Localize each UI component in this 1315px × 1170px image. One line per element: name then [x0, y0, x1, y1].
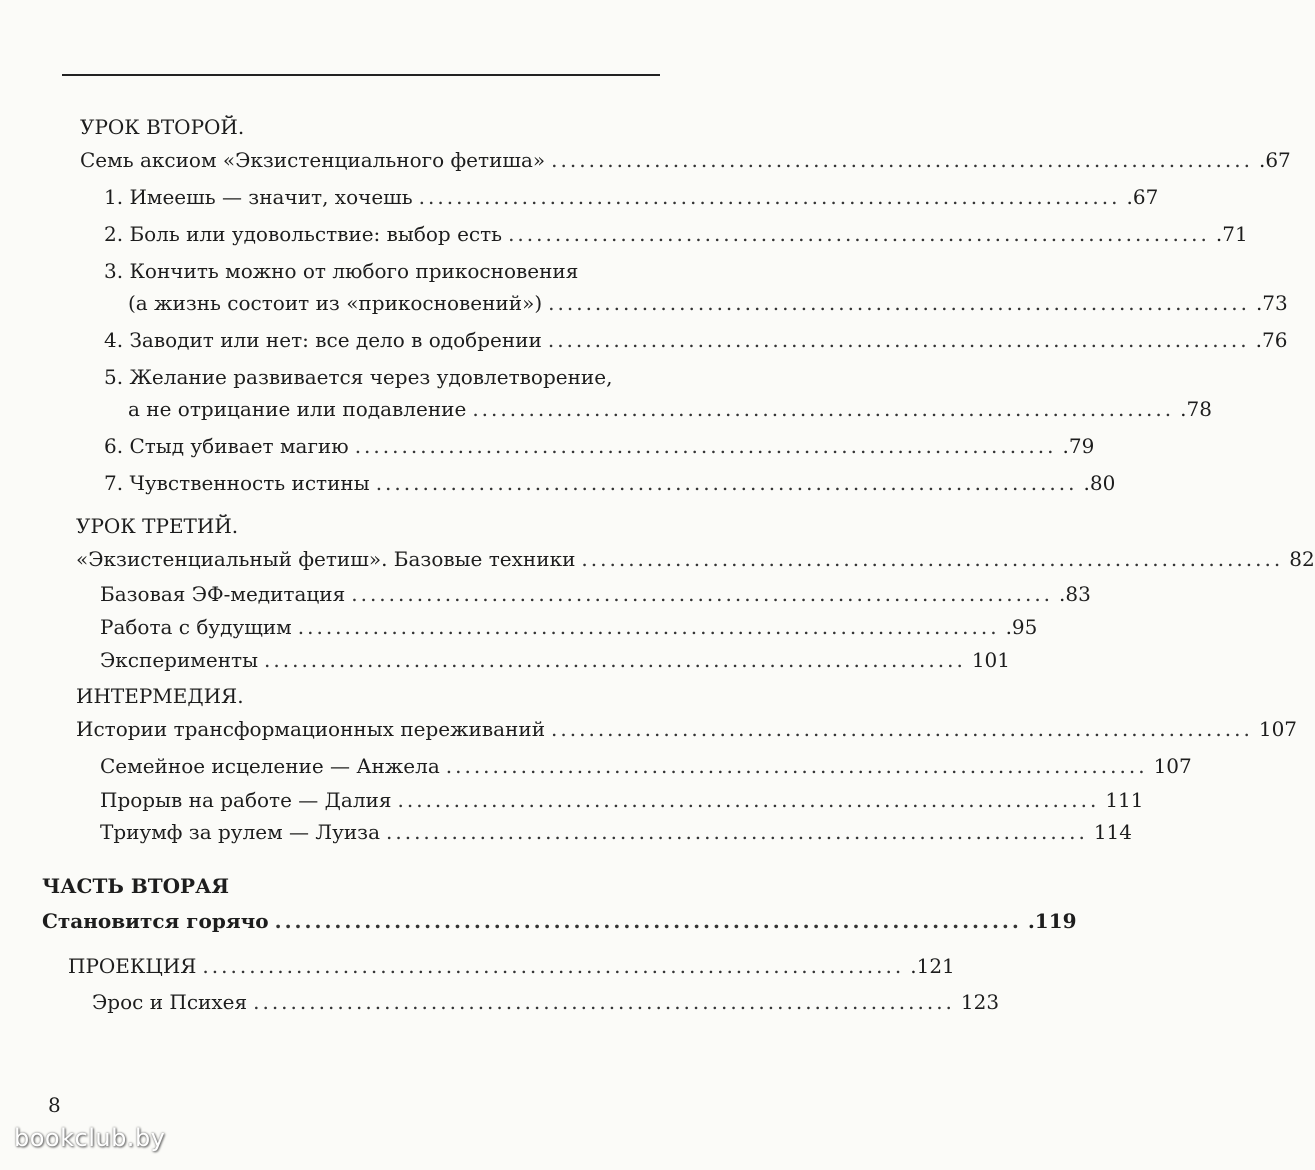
dot-leader: ........................................................................... — [202, 954, 905, 978]
entry-page: 107 — [1153, 754, 1192, 778]
toc-entry — [76, 546, 1315, 572]
dot-leader: ........................................................................... — [274, 909, 1022, 933]
entry-page: .67 — [1258, 148, 1291, 172]
dot-leader: ........................................................................... — [397, 788, 1100, 812]
entry-page: .119 — [1027, 909, 1077, 933]
entry-title: ПРОЕКЦИЯ — [68, 954, 197, 978]
watermark: bookclub.by — [14, 1124, 166, 1152]
toc-entry — [104, 184, 1159, 210]
entry-page: .83 — [1059, 582, 1091, 606]
entry-page: 107 — [1258, 717, 1298, 741]
dot-leader: ........................................................................... — [548, 291, 1250, 315]
entry-title-line1: 3. Кончить можно от любого прикосновения — [104, 259, 579, 283]
entry-title: 7. Чувственность истины — [104, 471, 370, 495]
dot-leader: ........................................................................... — [375, 471, 1078, 495]
entry-title: (а жизнь состоит из «прикосновений») — [128, 291, 543, 315]
entry-title: Эксперименты — [100, 648, 259, 672]
entry-page: .78 — [1180, 397, 1212, 421]
entry-title: 4. Заводит или нет: все дело в одобрении — [104, 328, 542, 352]
dot-leader: ........................................................................... — [418, 185, 1121, 209]
entry-title: Триумф за рулем — Луиза — [100, 820, 380, 844]
toc-entry — [42, 908, 1077, 934]
dot-leader: ........................................................................... — [351, 582, 1054, 606]
toc-entry — [68, 953, 955, 979]
dot-leader: ........................................................................... — [386, 820, 1088, 844]
dot-leader: ........................................................................... — [551, 148, 1253, 172]
dot-leader: ........................................................................... — [253, 990, 955, 1014]
dot-leader: ........................................................................... — [508, 222, 1210, 246]
toc-entry — [128, 290, 1288, 316]
toc-entry — [100, 581, 1091, 607]
section-heading: УРОК ВТОРОЙ. — [80, 115, 245, 139]
dot-leader: ........................................................................... — [297, 615, 1000, 639]
entry-page: .71 — [1215, 222, 1248, 246]
toc-entry — [100, 787, 1144, 813]
toc-entry — [104, 433, 1095, 459]
toc-entry — [100, 753, 1192, 779]
dot-leader: ........................................................................... — [581, 547, 1284, 571]
entry-page: .73 — [1255, 291, 1288, 315]
dot-leader: ........................................................................... — [547, 328, 1250, 352]
entry-page: .121 — [910, 954, 955, 978]
entry-title: 1. Имеешь — значит, хочешь — [104, 185, 413, 209]
toc-entry — [92, 989, 1000, 1015]
entry-page: 123 — [960, 990, 1000, 1014]
entry-page: .79 — [1062, 434, 1095, 458]
toc-entry — [104, 470, 1116, 496]
entry-page: 82 — [1289, 547, 1315, 571]
entry-page: .95 — [1005, 615, 1038, 639]
entry-title: 2. Боль или удовольствие: выбор есть — [104, 222, 503, 246]
entry-title: Становится горячо — [42, 909, 269, 933]
entry-title: Эрос и Психея — [92, 990, 248, 1014]
entry-title: 6. Стыд убивает магию — [104, 434, 349, 458]
toc-entry — [100, 614, 1038, 640]
section-heading: УРОК ТРЕТИЙ. — [76, 514, 239, 538]
toc-entry — [80, 147, 1291, 173]
entry-page: .76 — [1255, 328, 1288, 352]
toc-entry — [76, 716, 1298, 742]
toc-entry — [128, 396, 1212, 422]
entry-title: Семь аксиом «Экзистенциального фетиша» — [80, 148, 546, 172]
entry-title: Истории трансформационных переживаний — [76, 717, 546, 741]
page-number: 8 — [48, 1093, 61, 1117]
toc-entry — [100, 819, 1132, 845]
entry-page: .80 — [1083, 471, 1116, 495]
entry-page: 111 — [1105, 788, 1144, 812]
dot-leader: ........................................................................... — [354, 434, 1057, 458]
entry-page: .67 — [1126, 185, 1159, 209]
dot-leader: ........................................................................... — [445, 754, 1148, 778]
entry-title: Семейное исцеление — Анжела — [100, 754, 440, 778]
entry-title: а не отрицание или подавление — [128, 397, 467, 421]
toc-entry — [104, 327, 1288, 353]
section-heading: ИНТЕРМЕДИЯ. — [76, 684, 244, 708]
entry-title: Работа с будущим — [100, 615, 292, 639]
dot-leader: ........................................................................... — [551, 717, 1253, 741]
dot-leader: ........................................................................... — [472, 397, 1175, 421]
entry-page: 114 — [1093, 820, 1132, 844]
part-heading: ЧАСТЬ ВТОРАЯ — [42, 874, 229, 898]
toc-entry — [104, 221, 1248, 247]
entry-title: «Экзистенциальный фетиш». Базовые техники — [76, 547, 576, 571]
entry-page: 101 — [971, 648, 1011, 672]
entry-title: Прорыв на работе — Далия — [100, 788, 392, 812]
entry-title: Базовая ЭФ-медитация — [100, 582, 346, 606]
entry-title-line1: 5. Желание развивается через удовлетворение, — [104, 365, 613, 389]
dot-leader: ........................................................................... — [264, 648, 966, 672]
toc-entry — [100, 647, 1011, 673]
